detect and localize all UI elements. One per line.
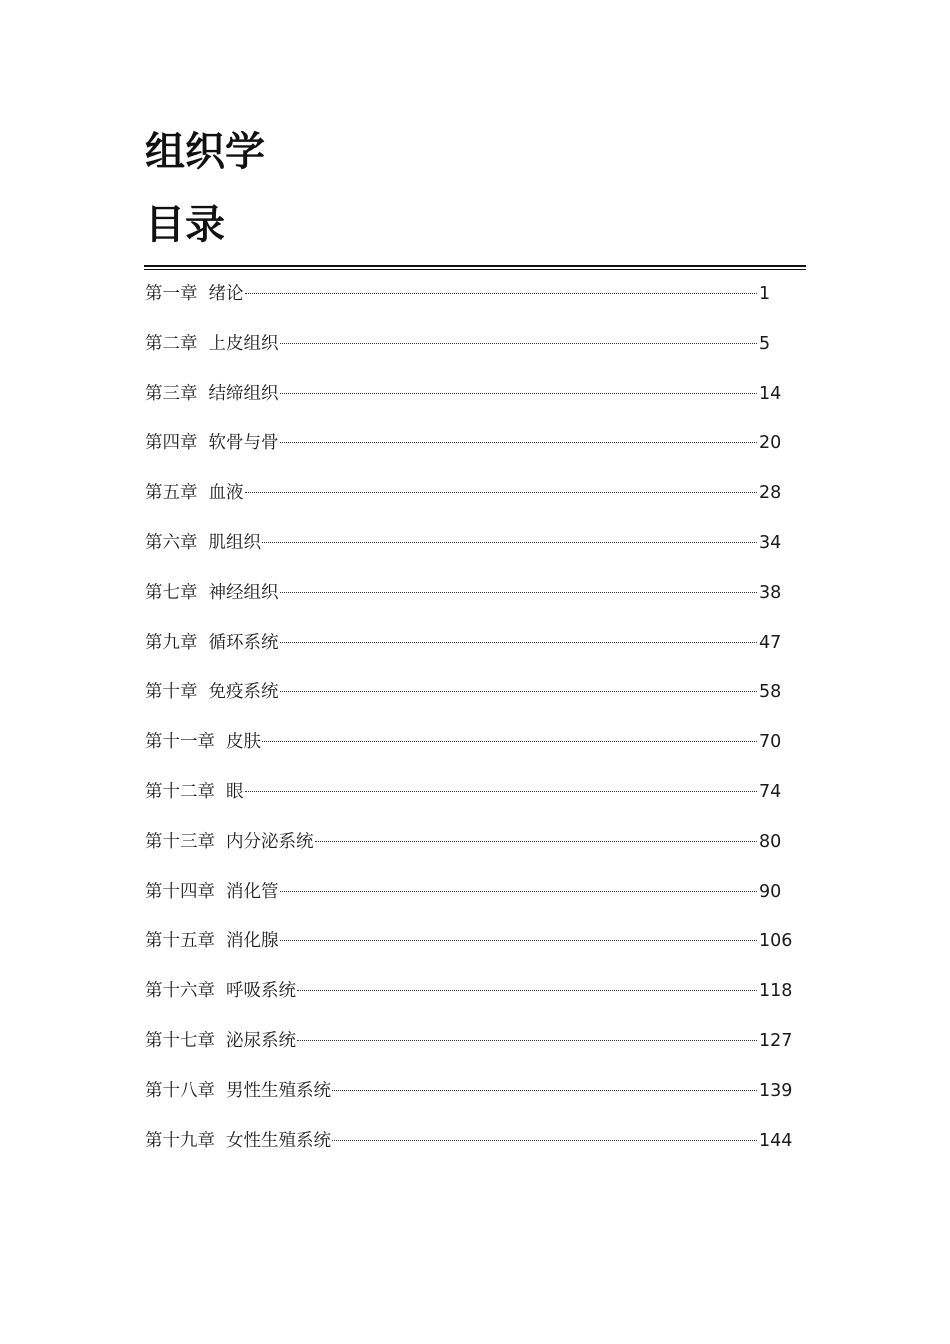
toc-chapter-number: 第十章 <box>145 682 198 703</box>
toc-dot-leader <box>280 940 758 941</box>
toc-entry[interactable] <box>145 728 795 778</box>
toc-dot-leader <box>280 592 758 593</box>
toc-chapter-title: 女性生殖系统 <box>226 1130 331 1151</box>
toc-chapter-title: 泌尿系统 <box>226 1030 296 1051</box>
toc-entry[interactable] <box>145 330 795 380</box>
toc-dot-leader <box>297 990 757 991</box>
toc-chapter-title: 皮肤 <box>226 732 261 753</box>
toc-chapter-number: 第九章 <box>145 632 198 653</box>
toc-page-number: 58 <box>759 682 782 703</box>
toc-dot-leader <box>297 1040 757 1041</box>
toc-chapter-number: 第十七章 <box>145 1030 215 1051</box>
toc-entry[interactable] <box>145 529 795 579</box>
toc-chapter-number: 第五章 <box>145 483 198 504</box>
toc-dot-leader <box>280 691 758 692</box>
toc-chapter-title: 消化腺 <box>226 931 279 952</box>
toc-entry[interactable] <box>145 678 795 728</box>
toc-dot-leader <box>245 293 758 294</box>
toc-chapter-title: 免疫系统 <box>208 682 279 703</box>
toc-dot-leader <box>245 791 758 792</box>
toc-entry[interactable] <box>145 579 795 629</box>
toc-dot-leader <box>280 343 758 344</box>
toc-entry[interactable] <box>145 1027 795 1077</box>
toc-entry[interactable] <box>145 629 795 679</box>
toc-entry[interactable] <box>145 828 795 878</box>
toc-dot-leader <box>262 542 757 543</box>
toc-page-number: 47 <box>759 632 782 653</box>
toc-page-number: 127 <box>759 1030 793 1051</box>
toc-entry[interactable] <box>145 1127 795 1177</box>
toc-chapter-number: 第四章 <box>145 433 198 454</box>
toc-chapter-number: 第一章 <box>145 284 198 304</box>
toc-page-number: 80 <box>759 831 782 852</box>
toc-entry[interactable] <box>145 380 795 430</box>
document-title: 组织学 <box>145 129 265 175</box>
toc-chapter-title: 软骨与骨 <box>208 433 279 454</box>
toc-chapter-title: 结缔组织 <box>208 383 279 404</box>
toc-chapter-title: 内分泌系统 <box>226 831 314 852</box>
toc-list <box>145 280 795 1176</box>
toc-dot-leader <box>332 1090 757 1091</box>
toc-page-number: 34 <box>759 532 782 553</box>
toc-page-number: 90 <box>759 881 782 902</box>
toc-chapter-number: 第十六章 <box>145 981 215 1002</box>
toc-chapter-title: 呼吸系统 <box>226 981 296 1002</box>
toc-chapter-title: 上皮组织 <box>208 333 279 354</box>
toc-entry[interactable] <box>145 1077 795 1127</box>
toc-entry[interactable] <box>145 280 795 330</box>
toc-chapter-number: 第十九章 <box>145 1130 215 1151</box>
toc-chapter-title: 神经组织 <box>208 582 279 603</box>
toc-dot-leader <box>280 642 758 643</box>
toc-entry[interactable] <box>145 977 795 1027</box>
toc-entry[interactable] <box>145 479 795 529</box>
toc-dot-leader <box>245 492 758 493</box>
toc-chapter-number: 第六章 <box>145 532 198 553</box>
toc-page-number: 5 <box>759 333 771 354</box>
toc-chapter-number: 第十一章 <box>145 732 215 753</box>
toc-chapter-number: 第三章 <box>145 383 198 404</box>
toc-page-number: 70 <box>759 732 782 753</box>
toc-page-number: 144 <box>759 1130 793 1151</box>
toc-chapter-number: 第二章 <box>145 333 198 354</box>
toc-chapter-number: 第十二章 <box>145 781 215 802</box>
toc-page-number: 14 <box>759 383 782 404</box>
toc-heading: 目录 <box>145 202 225 248</box>
toc-chapter-title: 消化管 <box>226 881 279 902</box>
toc-dot-leader <box>315 841 758 842</box>
toc-chapter-title: 绪论 <box>208 284 244 304</box>
toc-page-number: 106 <box>759 931 793 952</box>
toc-chapter-title: 眼 <box>226 781 244 802</box>
toc-entry[interactable] <box>145 429 795 479</box>
toc-chapter-title: 循环系统 <box>208 632 279 653</box>
toc-chapter-number: 第十四章 <box>145 881 215 902</box>
toc-chapter-number: 第七章 <box>145 582 198 603</box>
toc-chapter-title: 血液 <box>208 483 244 504</box>
toc-chapter-number: 第十三章 <box>145 831 215 852</box>
toc-dot-leader <box>332 1140 757 1141</box>
toc-divider-thick <box>144 265 806 267</box>
toc-entry[interactable] <box>145 778 795 828</box>
toc-chapter-title: 肌组织 <box>208 532 261 553</box>
toc-dot-leader <box>262 741 757 742</box>
toc-page-number: 74 <box>759 781 782 802</box>
toc-dot-leader <box>280 891 758 892</box>
toc-divider-thin <box>144 269 806 270</box>
toc-page-number: 139 <box>759 1080 793 1101</box>
toc-chapter-title: 男性生殖系统 <box>226 1080 331 1101</box>
toc-page-number: 28 <box>759 483 782 504</box>
toc-page-number: 20 <box>759 433 782 454</box>
toc-page-number: 1 <box>759 284 771 304</box>
toc-dot-leader <box>280 442 758 443</box>
toc-entry[interactable] <box>145 878 795 928</box>
toc-entry[interactable] <box>145 927 795 977</box>
toc-chapter-number: 第十八章 <box>145 1080 215 1101</box>
toc-chapter-number: 第十五章 <box>145 931 215 952</box>
toc-dot-leader <box>280 393 758 394</box>
toc-page-number: 118 <box>759 981 793 1002</box>
toc-page-number: 38 <box>759 582 782 603</box>
